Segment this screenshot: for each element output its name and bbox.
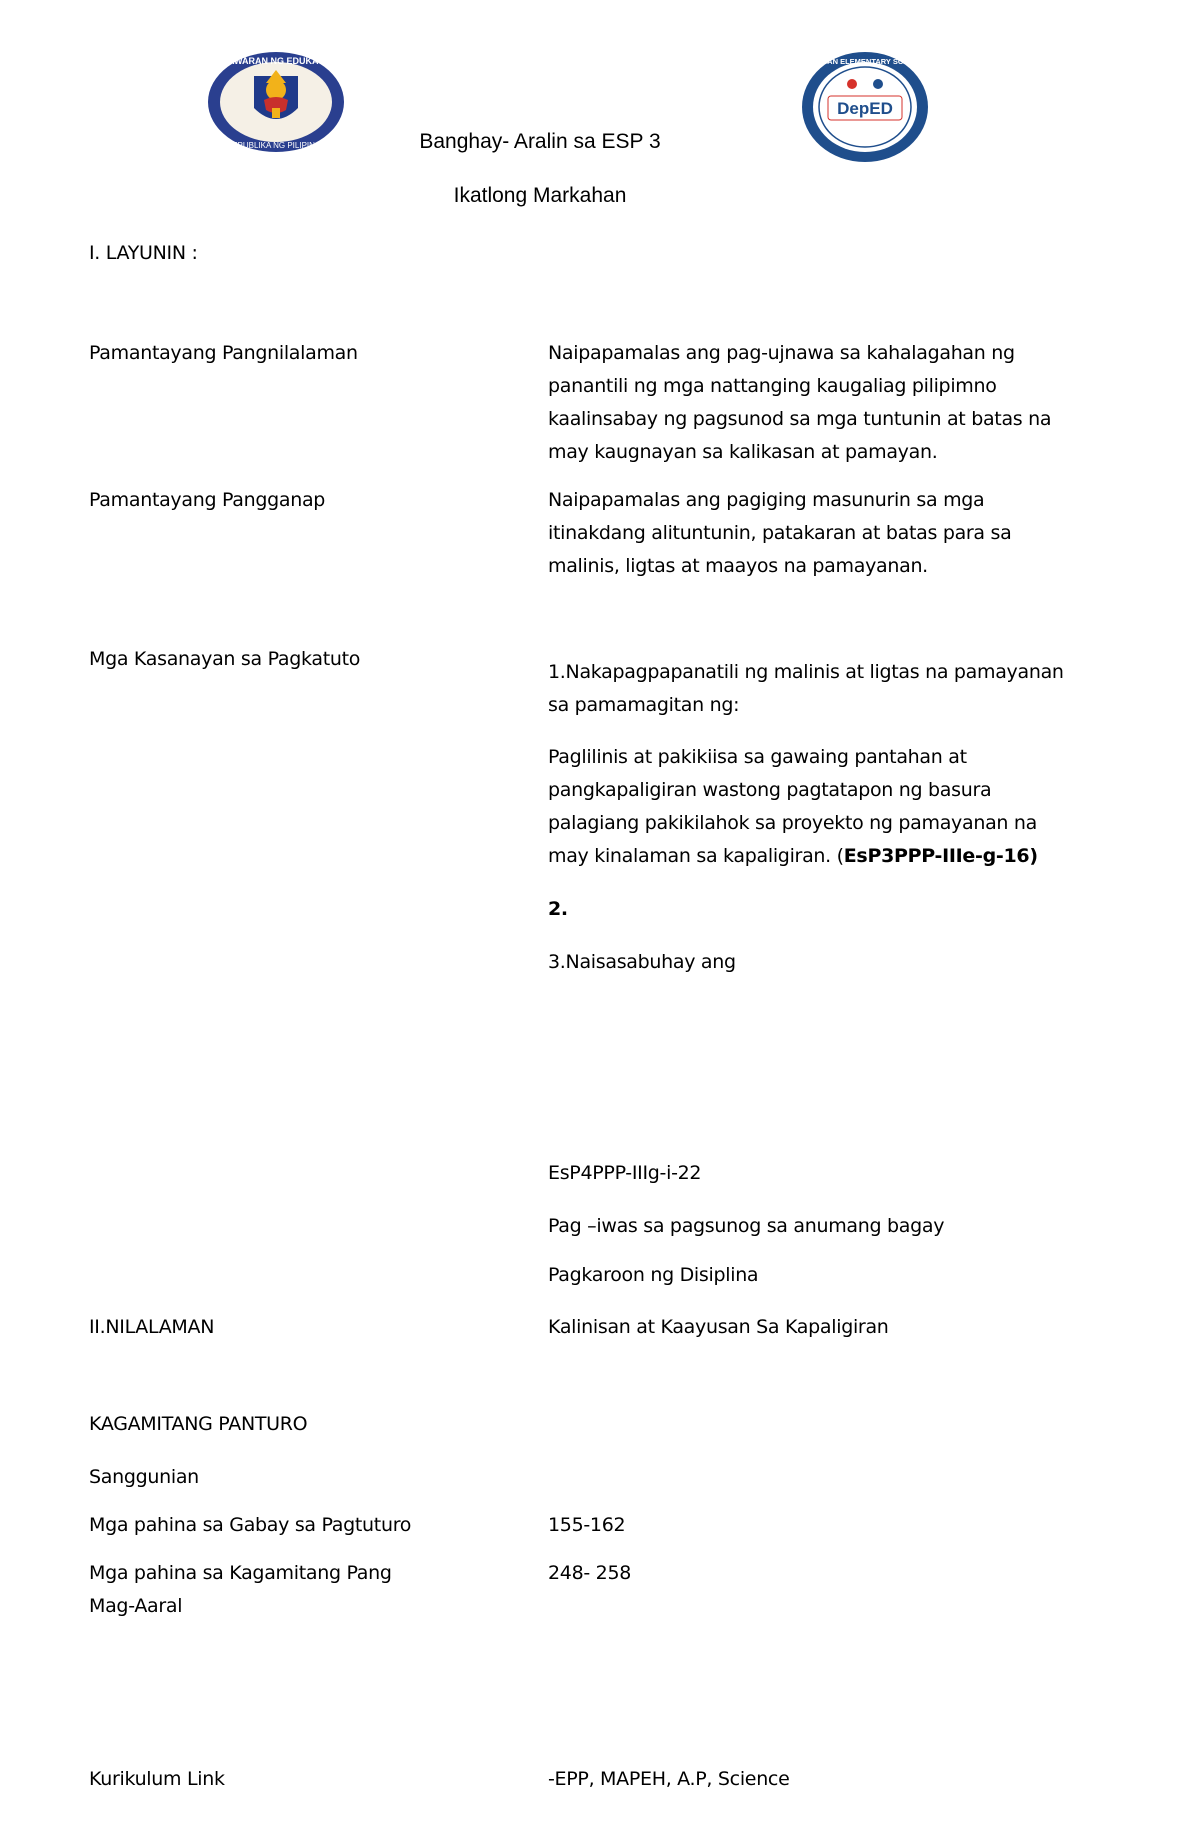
label-sanggunian: Sanggunian: [89, 1466, 199, 1488]
value-kagamitang-pang-mag-aaral: 248- 258: [548, 1562, 632, 1584]
value-pamantayang-pangganap: [548, 484, 1088, 583]
text-line: pangkapaligiran wastong pagtatapon ng basura: [548, 779, 992, 801]
label-gabay-pahina: Mga pahina sa Gabay sa Pagtuturo: [89, 1514, 412, 1536]
section-heading-layunin: I. LAYUNIN :: [89, 242, 198, 264]
label-kagamitang-panturo: KAGAMITANG PANTURO: [89, 1413, 308, 1435]
competency-code: EsP3PPP-IIIe-g-16): [843, 845, 1038, 867]
value-pamantayang-pangnilalaman: [548, 337, 1088, 469]
competency-code-2: EsP4PPP-IIIg-i-22: [548, 1162, 702, 1184]
text-line: Naipapamalas ang pagiging masunurin sa mga: [548, 489, 985, 511]
text-line: 1.Nakapagpapanatili ng malinis at ligtas na pamayanan: [548, 661, 1064, 683]
school-seal-logo: [800, 50, 930, 165]
kasanayan-extra1: Pag –iwas sa pagsunog sa anumang bagay: [548, 1215, 945, 1237]
text-line: kaalinsabay ng pagsunod sa mga tuntunin at batas na: [548, 408, 1052, 430]
text-line: palagiang pakikilahok sa proyekto ng pamayanan na: [548, 812, 1037, 834]
label-kurikulum-link: Kurikulum Link: [89, 1768, 225, 1790]
text-line: Mag-Aaral: [89, 1595, 183, 1617]
deped-seal-arc-bottom: REPUBLIKA NG PILIPINAS: [226, 141, 326, 150]
kasanayan-paragraph: [548, 741, 1088, 873]
text-line: sa pamamagitan ng:: [548, 694, 740, 716]
kasanayan-item2: 2.: [548, 898, 568, 920]
value-nilalaman: Kalinisan at Kaayusan Sa Kapaligiran: [548, 1316, 889, 1338]
text-line: itinakdang alituntunin, patakaran at batas para sa: [548, 522, 1012, 544]
kasanayan-item1: [548, 656, 1088, 722]
document-subtitle: Ikatlong Markahan: [453, 184, 627, 207]
label-kasanayan: Mga Kasanayan sa Pagkatuto: [89, 648, 361, 670]
text-line: Paglilinis at pakikiisa sa gawaing pantahan at: [548, 746, 967, 768]
text-line: Naipapamalas ang pag-ujnawa sa kahalagahan ng: [548, 342, 1015, 364]
kasanayan-item3: 3.Naisasabuhay ang: [548, 951, 736, 973]
text-line: Mga pahina sa Kagamitang Pang: [89, 1562, 392, 1584]
kasanayan-extra2: Pagkaroon ng Disiplina: [548, 1264, 759, 1286]
value-gabay-pahina: 155-162: [548, 1514, 626, 1536]
document-title: Banghay- Aralin sa ESP 3: [419, 130, 661, 153]
text-line: [548, 840, 1088, 873]
deped-seal-arc-top: KAGAWARAN NG EDUKASYON: [207, 56, 345, 66]
text-line-prefix: may kinalaman sa kapaligiran. (: [548, 845, 844, 867]
label-nilalaman: II.NILALAMAN: [89, 1316, 215, 1338]
text-line: panantili ng mga nattanging kaugaliag pilipimno: [548, 375, 997, 397]
school-seal-arc-top: SUAWAN ELEMENTARY SCHOOL: [805, 57, 925, 66]
label-pamantayang-pangganap: Pamantayang Pangganap: [89, 489, 326, 511]
school-seal-center: DepED: [837, 99, 893, 118]
label-pamantayang-pangnilalaman: Pamantayang Pangnilalaman: [89, 342, 358, 364]
label-kagamitang-pang-mag-aaral: [89, 1557, 489, 1623]
value-kurikulum-link: -EPP, MAPEH, A.P, Science: [548, 1768, 790, 1790]
text-line: malinis, ligtas at maayos na pamayanan.: [548, 555, 928, 577]
text-line: may kaugnayan sa kalikasan at pamayan.: [548, 441, 938, 463]
